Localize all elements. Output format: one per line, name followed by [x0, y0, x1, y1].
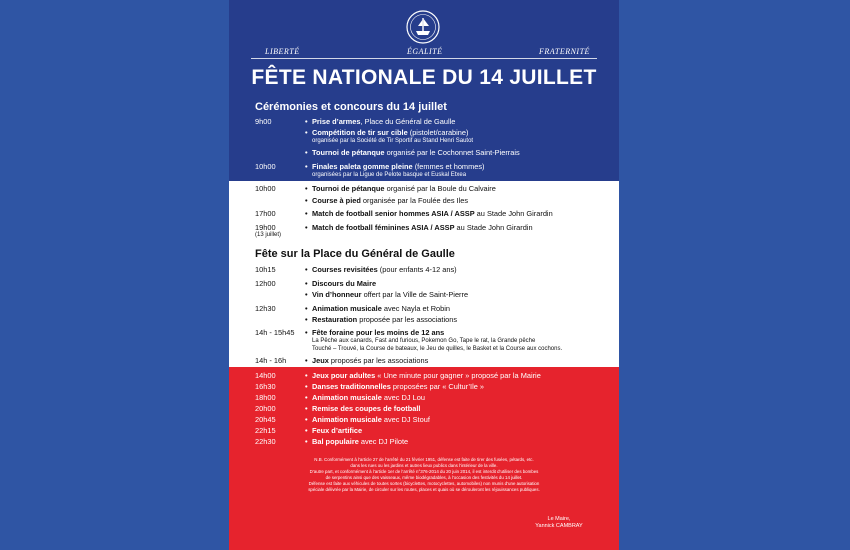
row-item	[312, 279, 376, 288]
row-time: 14h - 16h	[255, 356, 287, 365]
bullet: •	[305, 290, 308, 299]
item-detail: proposée par les associations	[357, 315, 458, 324]
bullet: •	[305, 404, 308, 413]
item-detail: offert par la Ville de Saint-Pierre	[361, 290, 469, 299]
signature	[519, 516, 599, 530]
item-detail: avec DJ Lou	[381, 393, 425, 402]
bullet: •	[305, 162, 308, 171]
bullet: •	[305, 426, 308, 435]
motto-egalite: ÉGALITÉ	[407, 47, 443, 56]
item-title: Animation musicale	[312, 415, 382, 424]
note-line: spéciale délivrée par la Mairie, de circuler sur les routes, places et quais où se dérouleront les réjouissances publiques.	[308, 487, 540, 492]
item-detail: (pour enfants 4-12 ans)	[377, 265, 457, 274]
row-time: 12h30	[255, 304, 276, 313]
row-item	[312, 315, 457, 324]
item-subtext: Touché – Trouvé, la Course de bateaux, le Jeu de quilles, le Basket et la Course aux cochons.	[312, 346, 563, 352]
row-item	[312, 304, 450, 313]
motto-fraternite: FRATERNITÉ	[539, 47, 590, 56]
row-time: 22h30	[255, 437, 276, 446]
bullet: •	[305, 148, 308, 157]
note-line: N.B. Conformément à l’article 27 de l’arrêté du 21 février 1951, défense est faite de tirer des fusées, pétards, etc.	[314, 457, 534, 462]
row-time: 12h00	[255, 279, 276, 288]
bullet: •	[305, 209, 308, 218]
row-item	[312, 196, 468, 205]
row-time: 18h00	[255, 393, 276, 402]
bullet: •	[305, 393, 308, 402]
signature-name: Yannick CAMBRAY	[535, 523, 583, 529]
item-title: Tournoi de pétanque	[312, 148, 385, 157]
item-detail: « Une minute pour gagner » proposé par la Mairie	[375, 371, 541, 380]
item-detail: avec DJ Stouf	[381, 415, 430, 424]
item-title: Remise des coupes de football	[312, 404, 421, 413]
row-time: 10h00	[255, 162, 276, 171]
row-item	[312, 223, 533, 232]
bullet: •	[305, 382, 308, 391]
row-time-main: 19h00	[255, 223, 276, 232]
row-time	[255, 223, 305, 238]
item-detail: avec Nayla et Robin	[381, 304, 451, 313]
item-detail: au Stade John Girardin	[454, 223, 533, 232]
row-item	[312, 393, 425, 402]
row-item	[312, 117, 455, 126]
item-detail: proposées par « Cultur’Ile »	[390, 382, 484, 391]
row-item	[312, 371, 541, 380]
item-title: Animation musicale	[312, 304, 382, 313]
item-title: Match de football senior hommes ASIA / ASSP	[312, 209, 475, 218]
motto-liberte: LIBERTÉ	[265, 47, 300, 56]
bullet: •	[305, 415, 308, 424]
row-item	[312, 356, 428, 365]
row-time: 20h00	[255, 404, 276, 413]
item-subtext: La Pêche aux canards, Fast and furious, Pokemon Go, Tape le rat, la Grande pêche	[312, 338, 536, 344]
item-title: Courses revisitées	[312, 265, 378, 274]
bullet: •	[305, 196, 308, 205]
item-subtext: organisées par la Ligue de Pelote basque et Euskal Etxea	[312, 172, 467, 178]
row-item	[312, 184, 496, 193]
city-coat-of-arms-icon	[405, 9, 441, 45]
row-time: 16h30	[255, 382, 276, 391]
note-line: Défense est faite aux véhicules de toutes sortes (bicyclettes, motocyclettes, automobiles) non munis d’une autorisation	[308, 481, 540, 486]
item-title: Match de football féminines ASIA / ASSP	[312, 223, 455, 232]
row-item	[312, 148, 520, 157]
row-item	[312, 265, 457, 274]
row-item	[312, 209, 553, 218]
bullet: •	[305, 128, 308, 137]
bullet: •	[305, 315, 308, 324]
item-title: Bal populaire	[312, 437, 359, 446]
page-title: FÊTE NATIONALE DU 14 JUILLET	[251, 66, 597, 89]
item-title: Tournoi de pétanque	[312, 184, 385, 193]
bullet: •	[305, 371, 308, 380]
bullet: •	[305, 304, 308, 313]
item-detail: au Stade John Girardin	[474, 209, 553, 218]
row-item	[312, 426, 362, 435]
row-time: 10h15	[255, 265, 276, 274]
item-title: Compétition de tir sur cible	[312, 128, 408, 137]
bullet: •	[305, 328, 308, 337]
item-detail: organisée par la Foulée des Iles	[360, 196, 469, 205]
item-subtext: organisée par la Société de Tir Sportif au Stand Henri Sautot	[312, 138, 474, 144]
item-title: Fête foraine pour les moins de 12 ans	[312, 328, 445, 337]
note-line: dans les rues ou les jardins et autres lieux publics dans l’intérieur de la ville.	[350, 463, 498, 468]
row-time: 10h00	[255, 184, 276, 193]
row-time: 14h - 15h45	[255, 328, 295, 337]
poster	[229, 0, 619, 550]
item-title: Restauration	[312, 315, 358, 324]
bullet: •	[305, 184, 308, 193]
row-item	[312, 382, 484, 391]
bullet: •	[305, 279, 308, 288]
item-title: Danses traditionnelles	[312, 382, 391, 391]
item-detail: proposés par les associations	[328, 356, 429, 365]
row-item	[312, 404, 420, 413]
item-title: Finales paleta gomme pleine	[312, 162, 413, 171]
divider	[251, 58, 597, 59]
signature-role: Le Maire,	[547, 516, 571, 522]
item-detail: (femmes et hommes)	[412, 162, 485, 171]
row-item	[312, 437, 408, 446]
item-title: Jeux pour adultes	[312, 371, 376, 380]
item-detail: avec DJ Pilote	[358, 437, 409, 446]
item-detail: , Place du Général de Gaulle	[360, 117, 456, 126]
item-title: Course à pied	[312, 196, 361, 205]
item-title: Discours du Maire	[312, 279, 377, 288]
section-heading-place: Fête sur la Place du Général de Gaulle	[255, 248, 455, 260]
item-detail: (pistolet/carabine)	[407, 128, 469, 137]
row-item	[312, 415, 430, 424]
bullet: •	[305, 437, 308, 446]
bullet: •	[305, 265, 308, 274]
row-item	[312, 162, 485, 179]
row-time-note: (13 juillet)	[255, 232, 282, 238]
row-time: 14h00	[255, 371, 276, 380]
item-title: Feux d’artifice	[312, 426, 363, 435]
bullet: •	[305, 356, 308, 365]
row-time: 9h00	[255, 117, 272, 126]
item-detail: organisé par le Cochonnet Saint-Pierrais	[384, 148, 520, 157]
row-time: 22h15	[255, 426, 276, 435]
row-time: 17h00	[255, 209, 276, 218]
note-line: de serpentins ainsi que des vaisseaux, même biodégradables, à l’occasion des festivités du 14 juillet.	[325, 475, 523, 480]
bullet: •	[305, 117, 308, 126]
note-line: D’autre part, et conformément à l’article 1er de l’arrêté n°376-2014 du 20 juin 2014, il est interdit d’utiliser des bombes	[309, 469, 539, 474]
row-item	[312, 290, 468, 299]
row-item	[312, 128, 473, 145]
item-title: Vin d’honneur	[312, 290, 362, 299]
bullet: •	[305, 223, 308, 232]
section-heading-ceremonies: Cérémonies et concours du 14 juillet	[255, 101, 447, 113]
row-item	[312, 328, 562, 353]
legal-note	[267, 457, 581, 493]
item-title: Prise d’armes	[312, 117, 361, 126]
item-title: Animation musicale	[312, 393, 382, 402]
item-detail: organisé par la Boule du Calvaire	[384, 184, 496, 193]
row-time: 20h45	[255, 415, 276, 424]
item-title: Jeux	[312, 356, 329, 365]
